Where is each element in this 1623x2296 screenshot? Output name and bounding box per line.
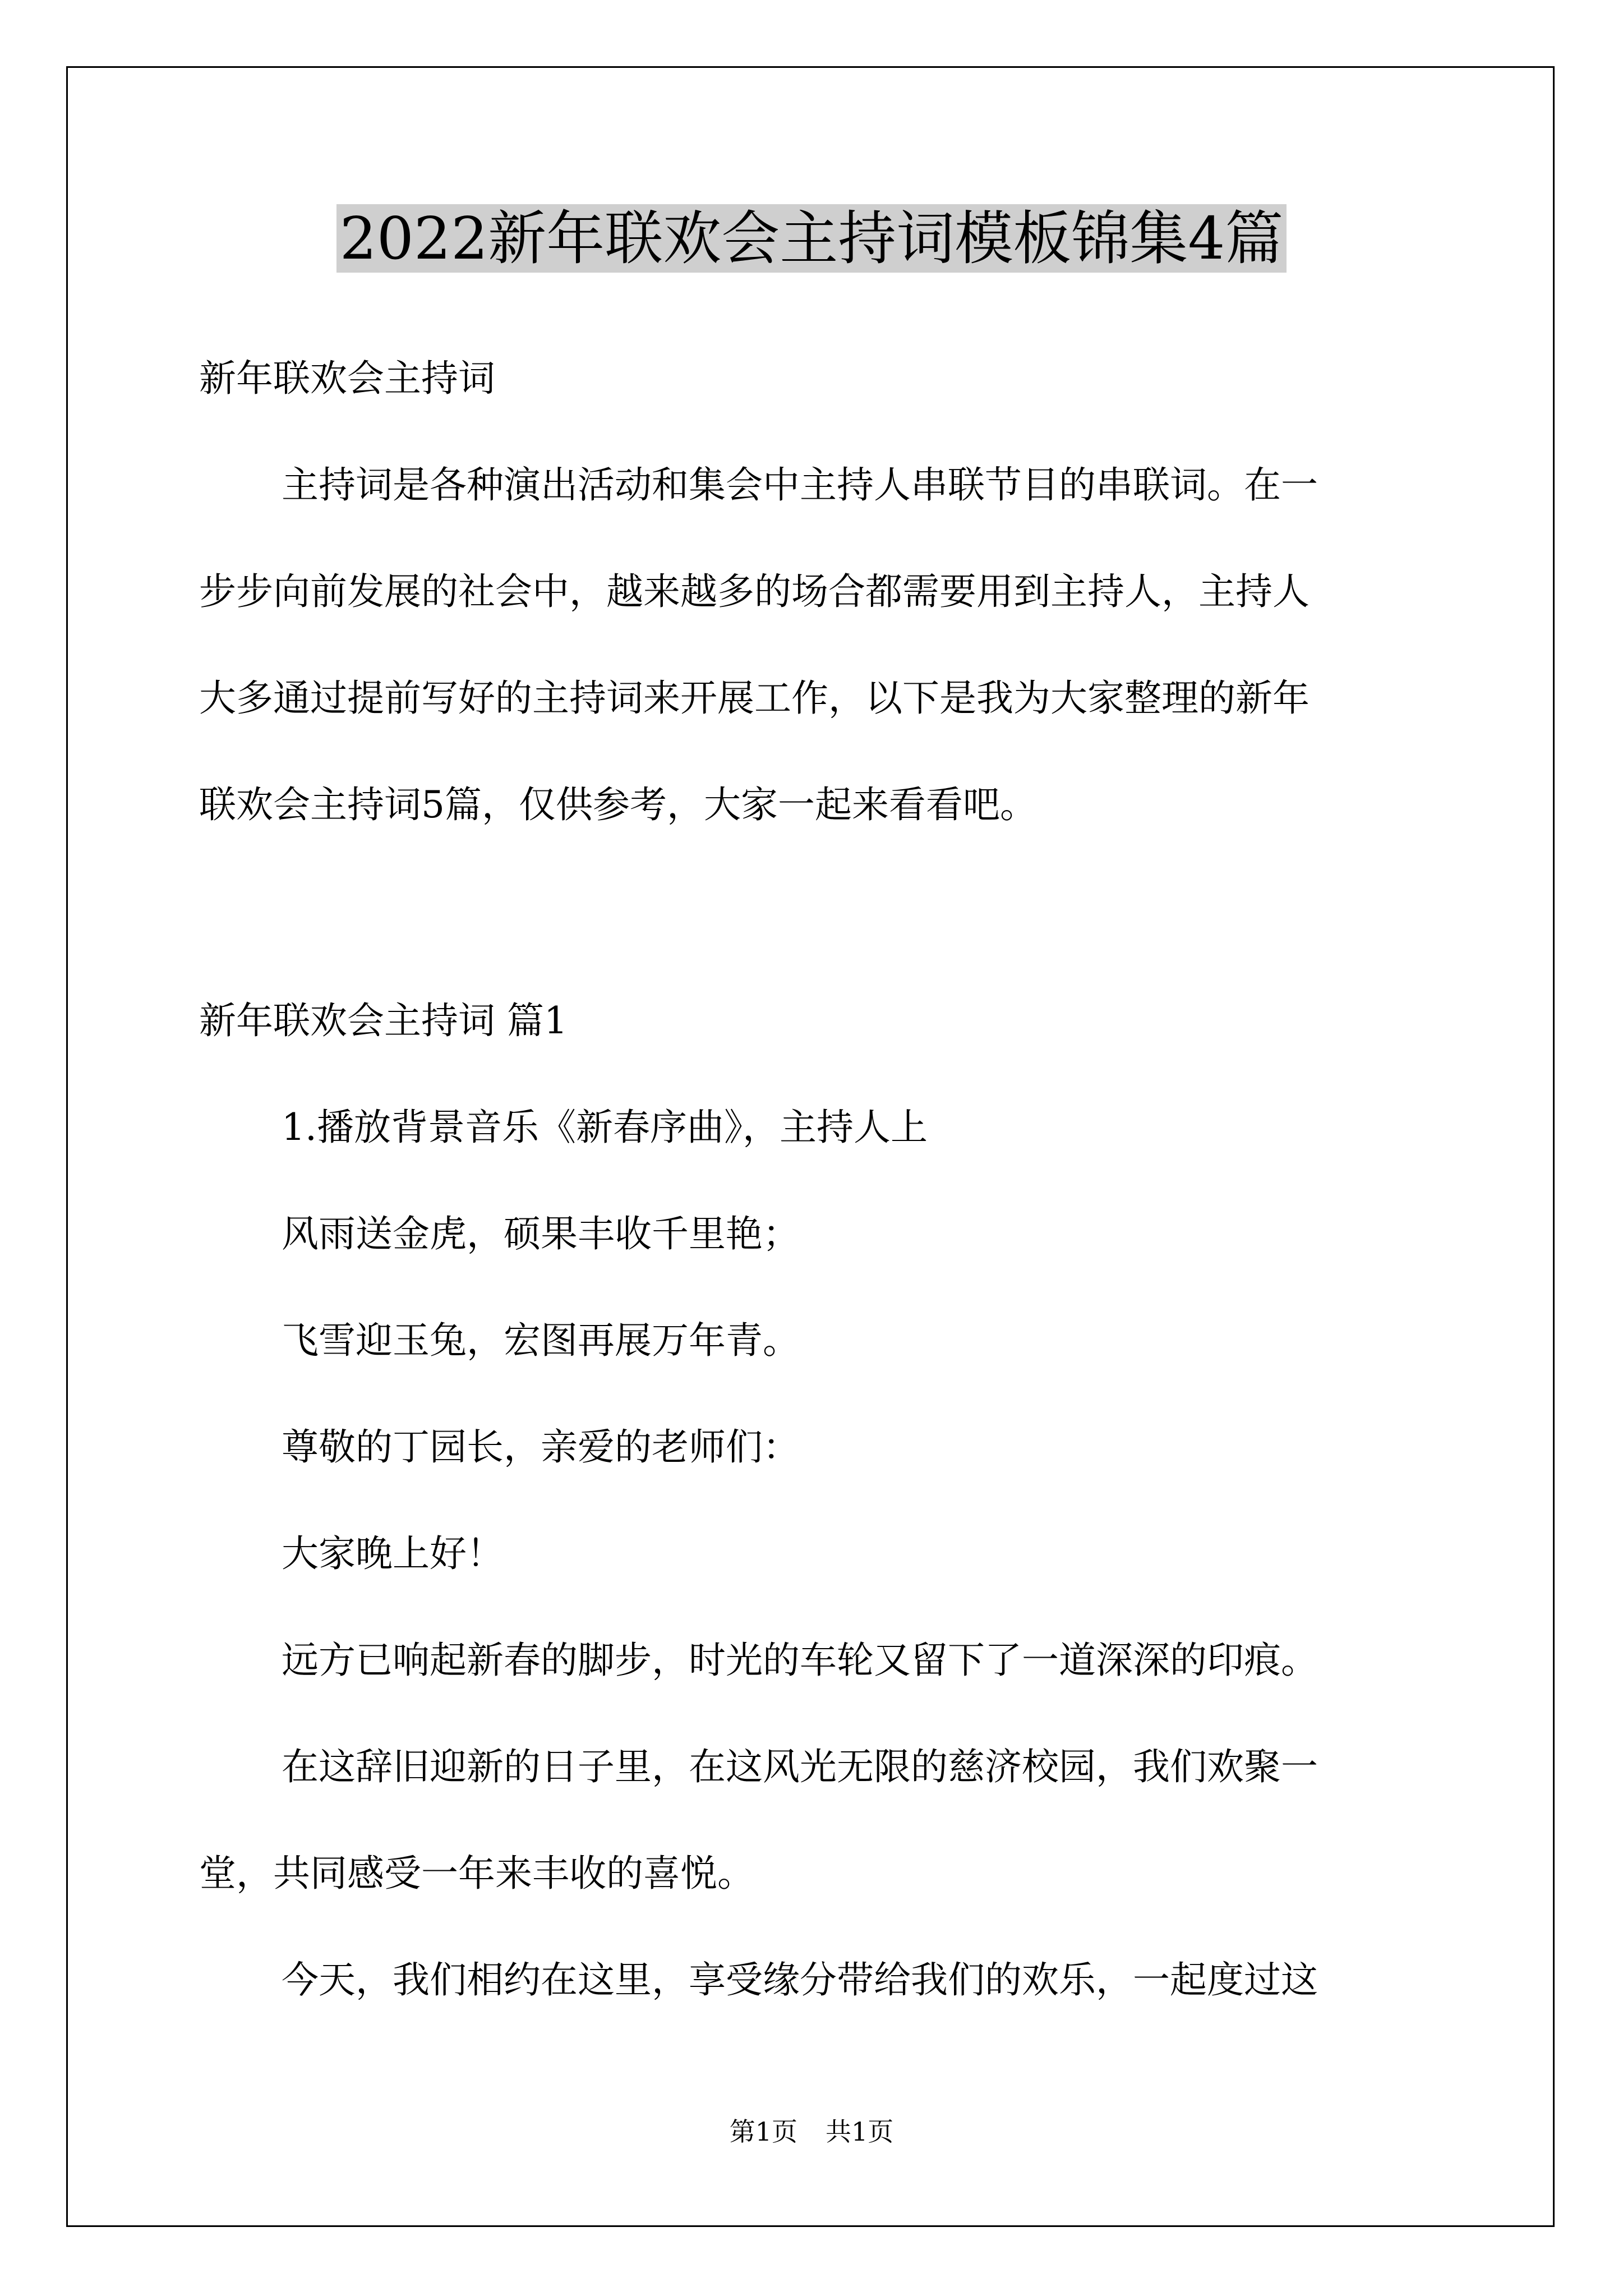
paragraph-line: 在这辞旧迎新的日子里，在这风光无限的慈济校园，我们欢聚一 [282, 1745, 1318, 1788]
paragraph-line: 大多通过提前写好的主持词来开展工作，以下是我为大家整理的新年 [199, 677, 1310, 720]
paragraph-line: 1.播放背景音乐《新春序曲》，主持人上 [282, 1106, 928, 1149]
paragraph-line: 堂，共同感受一年来丰收的喜悦。 [199, 1852, 754, 1895]
paragraph-line: 尊敬的丁园长，亲爱的老师们： [282, 1425, 800, 1469]
page-number: 第1页 [729, 2116, 797, 2147]
paragraph-line: 主持词是各种演出活动和集会中主持人串联节目的串联词。在一 [282, 463, 1318, 507]
paragraph-line: 飞雪迎玉兔，宏图再展万年青。 [282, 1319, 800, 1362]
section-heading: 新年联欢会主持词 [199, 357, 495, 400]
page-total: 共1页 [826, 2116, 894, 2147]
section-heading: 新年联欢会主持词 篇1 [199, 999, 568, 1042]
paragraph-line: 步步向前发展的社会中，越来越多的场合都需要用到主持人，主持人 [199, 570, 1310, 613]
paragraph-line: 联欢会主持词5篇，仅供参考，大家一起来看看吧。 [199, 783, 1037, 826]
page-footer [0, 2115, 1623, 2148]
paragraph-line: 今天，我们相约在这里，享受缘分带给我们的欢乐，一起度过这 [282, 1958, 1318, 2001]
paragraph-line: 远方已响起新春的脚步，时光的车轮又留下了一道深深的印痕。 [282, 1639, 1318, 1682]
paragraph-line: 大家晚上好！ [282, 1532, 504, 1575]
paragraph-line: 风雨送金虎，硕果丰收千里艳； [282, 1212, 800, 1255]
document-title: 2022新年联欢会主持词模板锦集4篇 [0, 202, 1623, 275]
